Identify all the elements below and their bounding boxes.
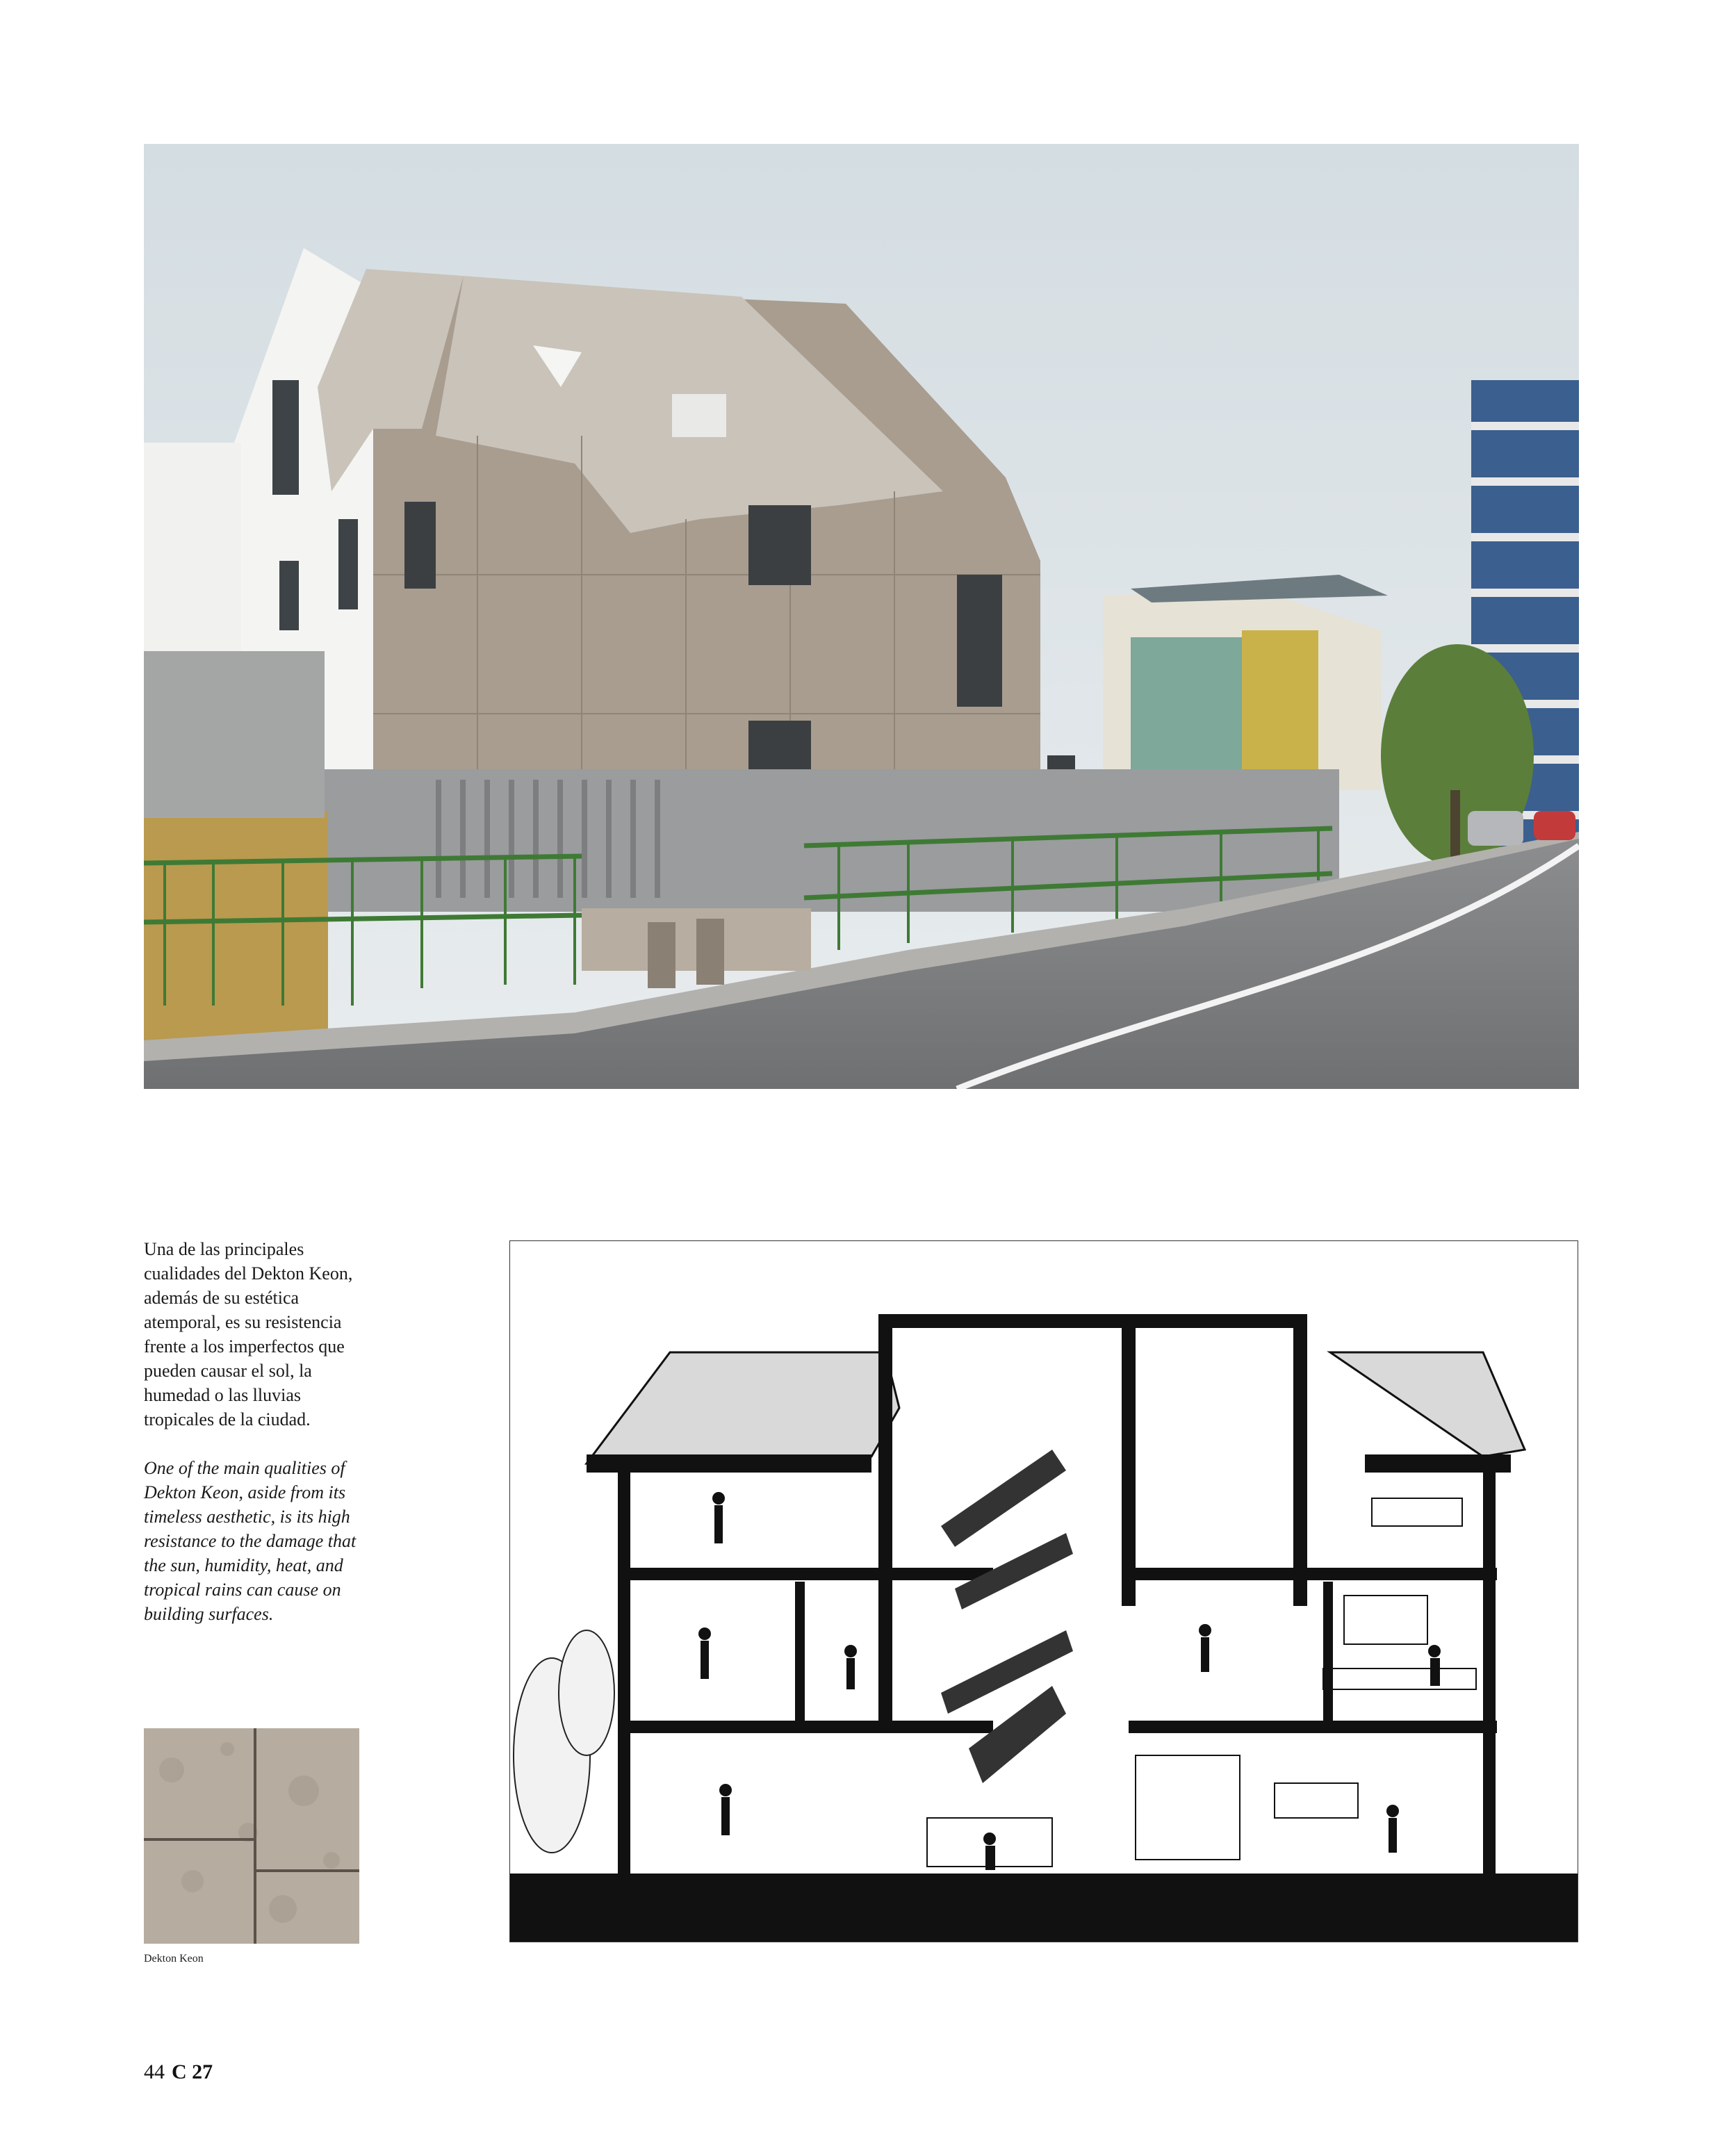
page-folio (144, 2060, 213, 2084)
english-caption: One of the main qualities of Dekton Keon, aside from its timeless aesthetic, is its high resistance to the damage that the sun, humidity, heat, and tropical rains can cause on building surfaces. (144, 1458, 357, 1624)
section-drawing (509, 1240, 1578, 1942)
material-swatch (144, 1728, 359, 1944)
page-number: 44 (144, 2060, 165, 2083)
magazine-issue: C 27 (172, 2060, 213, 2083)
spanish-caption: Una de las principales cualidades del Dekton Keon, además de su estética atemporal, es su resistencia frente a los imperfectos que pueden causar el sol, la humedad o las lluvias tropicales de la ciudad. (144, 1239, 353, 1429)
building-photo (144, 144, 1579, 1089)
boundary-wall (325, 769, 1339, 912)
swatch-label: Dekton Keon (144, 1953, 204, 1965)
caption-text (144, 1237, 366, 1650)
